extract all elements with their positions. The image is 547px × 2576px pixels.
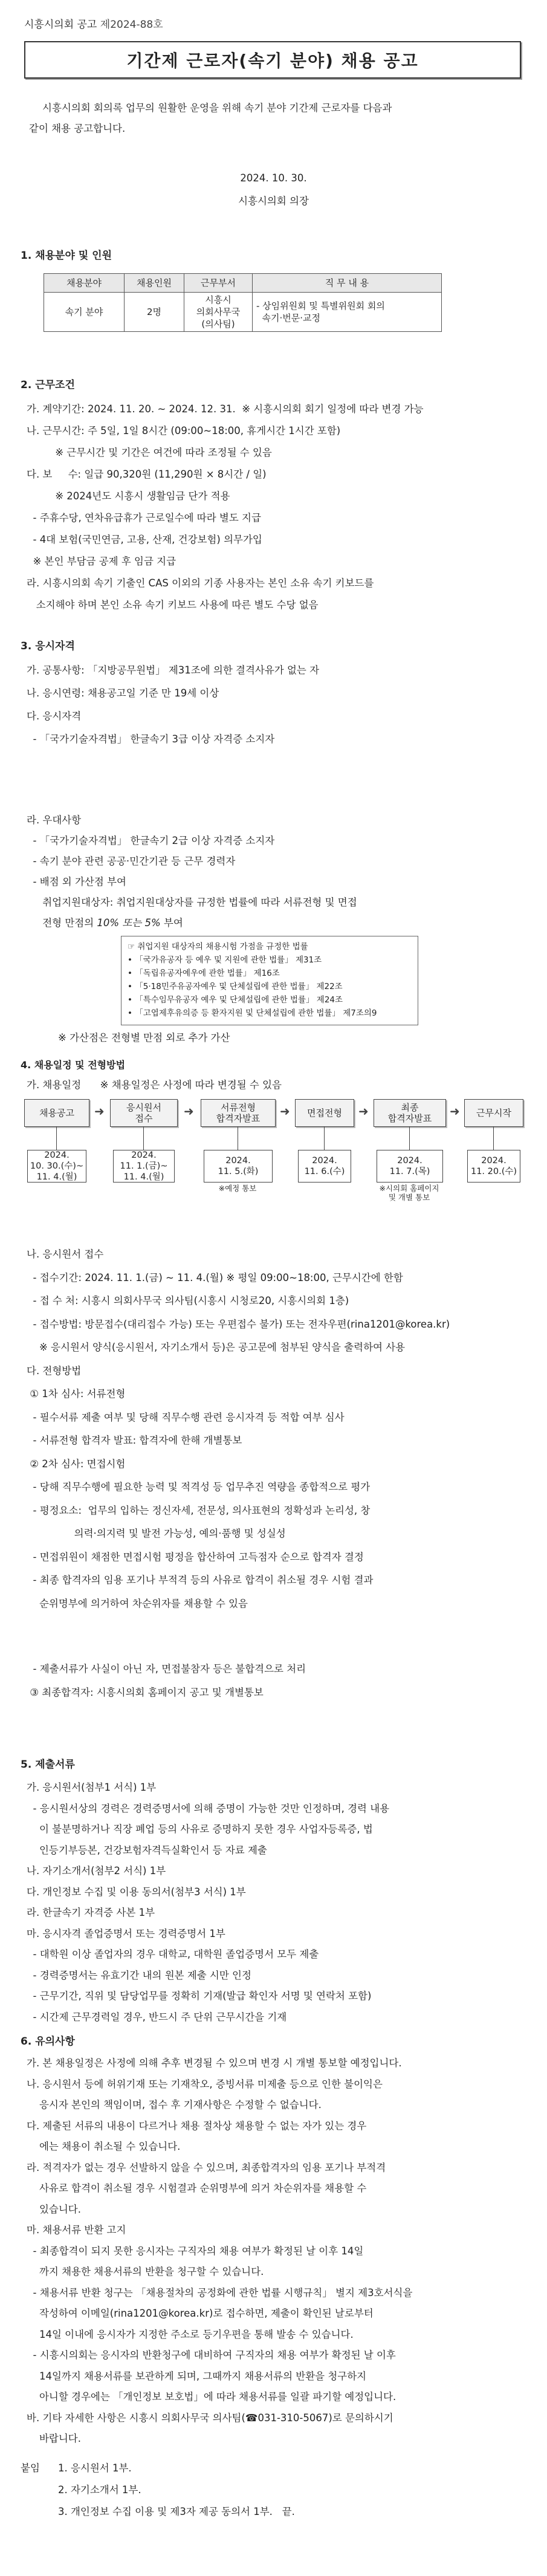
step-label: 합격자발표 (216, 1113, 261, 1124)
body-line: 가. 본 채용일정은 사정에 의해 추후 변경될 수 있으며 변경 시 개별 통보할 예정입니다. (27, 2057, 402, 2069)
after-note: ※ 가산점은 전형별 만점 외로 추가 가산 (58, 1032, 230, 1043)
body-line: 다. 개인정보 수집 및 이용 동의서(첨부3 서식) 1부 (27, 1886, 246, 1898)
body-line: 마. 채용서류 반환 고지 (27, 2224, 126, 2236)
section-heading: 3. 응시자격 (21, 640, 75, 652)
body-line: 다. 전형방법 (27, 1364, 82, 1377)
recruit-table (44, 273, 442, 332)
attach-label: 붙임 (21, 2462, 40, 2474)
body-line: 순위명부에 의거하여 차순위자를 채용할 수 있음 (27, 1597, 248, 1609)
page-title: 기간제 근로자(속기 분야) 채용 공고 (24, 41, 521, 79)
arrow-right-icon: ➜ (94, 1104, 105, 1118)
step-note: ※예정 통보 (218, 1184, 257, 1193)
note-line: • 「독립유공자예우에 관한 법률」 제16조 (128, 968, 280, 978)
bonus-prefix: 전형 만점의 (27, 917, 97, 929)
schedule-subheading: 가. 채용일정 ※ 채용일정은 사정에 따라 변경될 수 있음 (27, 1079, 282, 1091)
body-line: - 대학원 이상 졸업자의 경우 대학교, 대학원 졸업증명서 모두 제출 (27, 1948, 319, 1960)
body-line: - 접 수 처: 시흥시 의회사무국 의사팀(시흥시 시청로20, 시흥시의회 1층) (27, 1295, 349, 1306)
date-line: 11. 5.(화) (218, 1167, 259, 1176)
step-label: 접수 (135, 1113, 153, 1124)
date-line: 11. 4.(월) (36, 1172, 77, 1182)
body-line: ① 1차 심사: 서류전형 (27, 1388, 126, 1400)
law-note-box (121, 936, 418, 1025)
attach-item: 1. 응시원서 1부. (58, 2462, 132, 2474)
connector-line (56, 1127, 57, 1150)
body-line: ※ 2024년도 시흥시 생활임금 단가 적용 (27, 490, 230, 502)
body-line: - 평정요소: 업무의 입하는 정신자세, 전문성, 의사표현의 정확성과 논리성, 창 (27, 1504, 371, 1516)
duty-line: 속기·번문·교정 (256, 313, 321, 323)
dept-line: (의사팀) (201, 319, 235, 329)
attach-item: 3. 개인정보 수집 이용 및 제3자 제공 동의서 1부. 끝. (58, 2506, 295, 2517)
body-line: 라. 적격자가 없는 경우 선발하지 않을 수 있으며, 최종합격자의 임용 포기나 부적격 (27, 2161, 386, 2173)
body-line: - 근무기간, 직위 및 담당업무를 정확히 기재(발급 확인자 서명 및 연락처 포함) (27, 1990, 372, 2002)
body-line: 나. 근무시간: 주 5일, 1일 8시간 (09:00~18:00, 휴게시간 1시간 포함) (27, 425, 341, 436)
body-line: 작성하여 이메일(rina1201@korea.kr)로 접수하면, 제출이 확인된 날로부터 (27, 2308, 374, 2319)
body-line: - 4대 보험(국민연금, 고용, 산재, 건강보험) 의무가입 (27, 534, 262, 545)
body-line: 가. 응시원서(첨부1 서식) 1부 (27, 1782, 157, 1793)
notice-org: 시흥시의회 공고 (24, 19, 97, 31)
date-line: 11. 4.(월) (123, 1172, 164, 1182)
body-line: - 접수방법: 방문접수(대리접수 가능) 또는 우편접수 불가) 또는 전자우편(rina1201@korea.kr) (27, 1318, 450, 1330)
step-label: 합격자발표 (387, 1113, 432, 1124)
body-line: - 당해 직무수행에 필요한 능력 및 적격성 등 업무추진 역량을 종합적으로 평가 (27, 1481, 371, 1493)
body-line: 에는 채용이 취소될 수 있습니다. (27, 2141, 181, 2152)
notice-date: 2024. 10. 30. (240, 172, 307, 184)
arrow-right-icon: ➜ (280, 1104, 290, 1118)
body-line: - 「국가기술자격법」 한글속기 2급 이상 자격증 소지자 (27, 835, 275, 846)
body-line: 다. 응시자격 (27, 710, 82, 722)
step-note: ※시의회 홈페이지 및 개별 통보 (379, 1184, 439, 1202)
body-line: - 속기 분야 관련 공공·민간기관 등 근무 경력자 (27, 855, 236, 867)
date-line: 2024. (312, 1156, 337, 1166)
step-label: 채용공고 (39, 1108, 74, 1118)
body-line: 나. 응시원서 접수 (27, 1248, 104, 1260)
schedule-date (113, 1150, 175, 1183)
body-line: 이 불분명하거나 직장 폐업 등의 사유로 증명하지 못한 경우 사업자등록증, 법 (27, 1823, 373, 1835)
body-line: - 주휴수당, 연차유급휴가 근로일수에 따라 별도 지급 (27, 512, 261, 524)
bonus-line (27, 913, 183, 933)
body-line: 라. 한글속기 자격증 사본 1부 (27, 1907, 155, 1918)
schedule-date (377, 1150, 443, 1183)
body-line: - 최종합격이 되지 못한 응시자는 구직자의 채용 여부가 확정된 날 이후 14일 (27, 2245, 364, 2257)
body-line: 라. 시흥시의회 속기 기출인 CAS 이외의 기종 사용자는 본인 소유 속기 키보드를 (27, 577, 374, 589)
body-line: - 시흥시의회는 응시자의 반환청구에 대비하여 구직자의 채용 여부가 확정된 날 이후 (27, 2349, 396, 2361)
schedule-date (467, 1150, 520, 1183)
schedule-date (27, 1150, 86, 1183)
date-line: 2024. (131, 1150, 157, 1160)
note-line: • 「국가유공자 등 예우 및 지원에 관한 법률」 제31조 (128, 955, 322, 965)
body-line: 사유로 합격이 취소될 경우 시험결과 순위명부에 의거 차순위자를 채용할 수 (27, 2182, 367, 2194)
body-line: 14일 이내에 응시자가 지정한 주소로 등기우편을 통해 발송 수 있습니다. (27, 2328, 354, 2340)
body-line: - 배점 외 가산점 부여 (27, 876, 126, 887)
arrow-right-icon: ➜ (450, 1104, 460, 1118)
attach-item: 2. 자기소개서 1부. (58, 2484, 141, 2496)
body-line: 라. 우대사항 (27, 814, 82, 826)
note-line: • 「고엽제후유의증 등 환자지원 및 단체설립에 관한 법률」 제7조의9 (128, 1008, 377, 1018)
body-line: ※ 응시원서 양식(응시원서, 자기소개서 등)은 공고문에 첨부된 양식을 출력하여 사용 (27, 1342, 406, 1353)
dept-line: 의회사무국 (196, 307, 241, 317)
body-line: - 응시원서상의 경력은 경력증명서에 의해 증명이 가능한 것만 인정하며, 경력 내용 (27, 1802, 390, 1814)
body-line: - 면접위원이 채점한 면접시험 평정을 합산하여 고득점자 순으로 합격자 결정 (27, 1551, 364, 1563)
table-header: 채용인원 (125, 274, 184, 293)
section-heading: 5. 제출서류 (21, 1759, 75, 1771)
section-heading: 1. 채용분야 및 인원 (21, 250, 112, 262)
note-line: • 「5·18민주유공자예우 및 단체설립에 관한 법률」 제22조 (128, 982, 343, 991)
schedule-step (464, 1099, 523, 1127)
table-header: 직 무 내 용 (253, 274, 442, 293)
body-line: - 접수기간: 2024. 11. 1.(금) ~ 11. 4.(월) ※ 평일 09:00~18:00, 근무시간에 한함 (27, 1271, 403, 1283)
section-heading: 6. 유의사항 (21, 2036, 75, 2048)
date-line: 2024. (481, 1156, 507, 1166)
schedule-step (110, 1099, 178, 1127)
step-label: 응시원서 (126, 1102, 161, 1113)
body-line: 나. 자기소개서(첨부2 서식) 1부 (27, 1865, 166, 1877)
duty-line: - 상임위원회 및 특별위원회 회의 (256, 300, 385, 311)
body-line: 14일까지 채용서류를 보관하게 되며, 그때까지 채용서류의 반환을 청구하지 (27, 2370, 367, 2382)
body-line: 다. 제출된 서류의 내용이 다르거나 채용 절차상 채용할 수 없는 자가 있는 경우 (27, 2120, 367, 2132)
date-line: 10. 30.(수)~ (30, 1161, 84, 1171)
connector-line (143, 1127, 144, 1150)
body-line: - 서류전형 합격자 발표: 합격자에 한해 개별통보 (27, 1435, 242, 1446)
section-heading: 4. 채용일정 및 전형방법 (21, 1059, 126, 1071)
date-line: 2024. (44, 1150, 70, 1160)
body-line: 아니할 경우에는 「개인정보 보호법」에 따라 채용서류를 일괄 파기할 예정입니다. (27, 2391, 396, 2402)
schedule-step (374, 1099, 446, 1127)
body-line: 바. 기타 자세한 사항은 시흥시 의회사무국 의사팀(☎031-310-5067)로 문의하시기 (27, 2412, 393, 2424)
notice-header (24, 16, 163, 31)
body-line: 가. 공통사항: 「지방공무원법」 제31조에 의한 결격사유가 없는 자 (27, 664, 320, 676)
body-line: ③ 최종합격자: 시흥시의회 홈페이지 공고 및 개별통보 (27, 1686, 264, 1698)
schedule-step (201, 1099, 276, 1127)
date-line: 2024. (225, 1156, 251, 1166)
bonus-rate: 10% 또는 5% (97, 917, 161, 929)
body-line: - 제출서류가 사실이 아닌 자, 면접불참자 등은 불합격으로 처리 (27, 1663, 306, 1675)
intro-line: 시흥시의회 회의록 업무의 원활한 운영을 위해 속기 분야 기간제 근로자를 다음과 (42, 102, 392, 114)
body-line: - 채용서류 반환 청구는 「채용절차의 공정화에 관한 법률 시행규칙」 별지 제3호서식을 (27, 2286, 413, 2299)
connector-line (324, 1127, 325, 1150)
body-line: ※ 본인 부담금 공제 후 임금 지급 (27, 556, 176, 567)
body-line: 소지해야 하며 본인 소유 속기 키보드 사용에 따른 별도 수당 없음 (27, 599, 319, 611)
table-cell (253, 293, 442, 332)
body-line: 나. 응시연령: 채용공고일 기준 만 19세 이상 (27, 687, 219, 699)
date-line: 2024. (397, 1156, 422, 1166)
table-cell: 속기 분야 (44, 293, 125, 332)
body-line: - 필수서류 제출 여부 및 당해 직무수행 관련 응시자격 등 적합 여부 심사 (27, 1411, 345, 1423)
date-line: 11. 6.(수) (304, 1167, 345, 1176)
body-line: 까지 채용한 채용서류의 반환을 청구할 수 있습니다. (27, 2266, 264, 2277)
body-line: ② 2차 심사: 면접시험 (27, 1458, 126, 1470)
intro-line: 같이 채용 공고합니다. (29, 123, 126, 134)
schedule-step (295, 1099, 354, 1127)
table-cell: 2명 (125, 293, 184, 332)
step-label: 서류전형 (221, 1102, 256, 1113)
note-line: ☞ 취업지원 대상자의 채용시험 가점을 규정한 법률 (128, 942, 308, 952)
schedule-step (24, 1099, 89, 1127)
step-label: 면접전형 (307, 1108, 342, 1118)
body-line: - 「국가기술자격법」 한글속기 3급 이상 자격증 소지자 (27, 733, 275, 745)
arrow-right-icon: ➜ (184, 1104, 194, 1118)
body-line: 취업지원대상자: 취업지원대상자를 규정한 법률에 따라 서류전형 및 면접 (27, 897, 357, 908)
body-line: 의력·의지력 및 발전 가능성, 예의·품행 및 성실성 (27, 1528, 286, 1539)
section-heading: 2. 근무조건 (21, 379, 75, 391)
body-line: 다. 보 수: 일급 90,320원 (11,290원 × 8시간 / 일) (27, 469, 267, 480)
table-header: 채용분야 (44, 274, 125, 293)
body-line: - 최종 합격자의 임용 포기나 부적격 등의 사유로 합격이 취소될 경우 시험 결과 (27, 1574, 374, 1586)
notice-number: 제2024-88호 (100, 19, 163, 31)
dept-line: 시흥시 (205, 294, 231, 305)
body-line: 응시자 본인의 책임이며, 접수 후 기재사항은 수정할 수 없습니다. (27, 2099, 322, 2110)
step-label: 최종 (401, 1102, 419, 1113)
note-line: • 「특수임무유공자 예우 및 단체설립에 관한 법률」 제24조 (128, 995, 343, 1005)
bonus-suffix: 부여 (160, 917, 183, 929)
body-line: 나. 응시원서 등에 허위기재 또는 기재착오, 증빙서류 미제출 등으로 인한 불이익은 (27, 2078, 383, 2090)
body-line: 인등기부등본, 건강보험자격득실확인서 등 자료 제출 (27, 1844, 267, 1856)
date-line: 11. 20.(수) (470, 1167, 517, 1176)
schedule-date (204, 1150, 273, 1183)
schedule-date (298, 1150, 351, 1183)
body-line: 가. 계약기간: 2024. 11. 20. ~ 2024. 12. 31. ※ 시흥시의회 회기 일정에 따라 변경 가능 (27, 403, 424, 415)
body-line: - 경력증명서는 유효기간 내의 원본 제출 시만 인정 (27, 1969, 251, 1981)
connector-line (409, 1127, 410, 1150)
date-line: 11. 1.(금)~ (120, 1161, 168, 1171)
body-line: ※ 근무시간 및 기간은 여건에 따라 조정될 수 있음 (27, 447, 272, 458)
body-line: 바랍니다. (27, 2433, 81, 2444)
arrow-right-icon: ➜ (358, 1104, 369, 1118)
body-line: - 시간제 근무경력일 경우, 반드시 주 단위 근무시간을 기재 (27, 2011, 287, 2023)
connector-line (493, 1127, 494, 1150)
body-line: 마. 응시자격 졸업증명서 또는 경력증명서 1부 (27, 1927, 225, 1939)
table-header: 근무부서 (184, 274, 253, 293)
date-line: 11. 7.(목) (389, 1167, 430, 1176)
step-label: 근무시작 (476, 1108, 511, 1118)
body-line: 있습니다. (27, 2203, 81, 2215)
signer: 시흥시의회 의장 (238, 195, 309, 207)
table-cell (184, 293, 253, 332)
